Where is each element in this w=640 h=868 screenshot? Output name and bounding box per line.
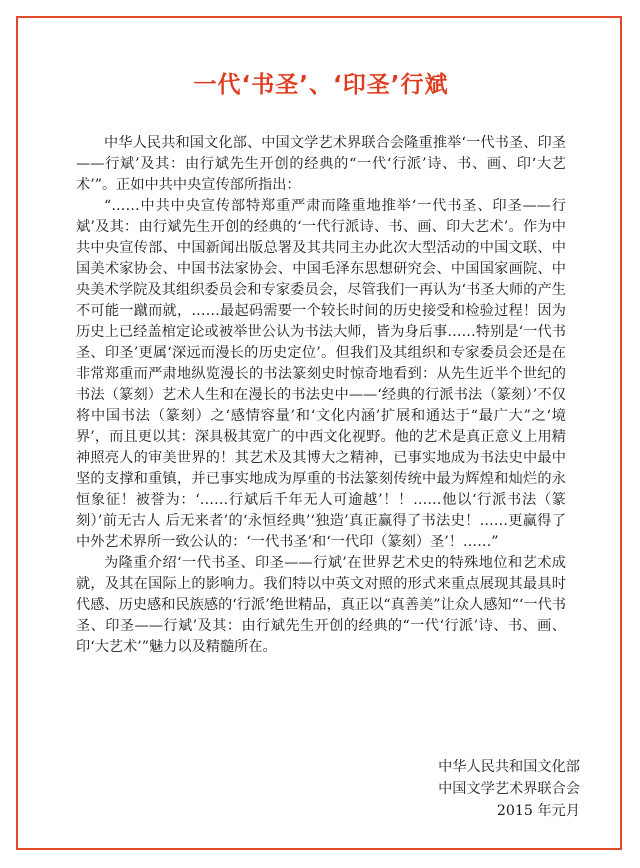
paragraph-intro: 中华人民共和国文化部、中国文学艺术界联合会隆重推举‘一代书圣、印圣——行斌’及其：由行斌先生开创的经典的“一代‘行派’诗、书、画、印‘大艺术’”。正如中共中央宣传部所指出： (76, 135, 566, 193)
signature-org-federation: 中国文学艺术界联合会 (438, 781, 580, 797)
document-page (16, 16, 622, 850)
signature-block (438, 756, 580, 822)
paragraph-closing: 为隆重介绍‘一代书圣、印圣——行斌’在世界艺术史的特殊地位和艺术成就，及其在国际上的影响力。我们特以中英文对照的形式来重点展现其最具时代感、历史感和民族感的‘行派’绝世精品，真正以“真善美”让众人感知“‘一代书圣、印圣——行斌’及其：由行斌先生开创的经典的“一代‘行派’诗、书、画、印‘大艺术’”魅力以及精髓所在。 (76, 555, 566, 655)
document-title: 一代‘书圣’、‘印圣’行斌 (193, 72, 449, 98)
document-body (76, 133, 566, 658)
signature-org-ministry: 中华人民共和国文化部 (438, 759, 580, 775)
paragraph-quote: “……中共中央宣传部特郑重严肃而隆重地推举‘一代书圣、印圣——行斌’及其：由行斌先生开创的经典的‘一代行派诗、书、画、印大艺术’。作为中共中央宣传部、中国新闻出版总署及其共同主办此次大型活动的中国文联、中国美术家协会、中国书法家协会、中国毛泽东思想研究会、中国国家画院、中央美术学院及其组织委员会和专家委员会，尽管我们一再认为‘书圣大师的产生不可能一蹴而就，……最起码需要一个较长时间的历史接受和检验过程！因为历史上已经盖棺定论或被举世公认为书法大师，皆为身后事……特别是‘一代书圣、印圣’更属‘深远而漫长的历史定位’。但我们及其组织和专家委员会还是在非常郑重而严肃地纵览漫长的书法篆刻史时惊奇地看到：从先生近半个世纪的书法（篆刻）艺术人生和在漫长的书法史中——‘经典的行派书法（篆刻）’不仅将中国书法（篆刻）之‘感情容量’和‘文化内涵’扩展和通达于“最广大”之‘境界’，而且更以其：深具极其宽广的中西文化视野。他的艺术是真正意义上用精神照亮人的审美世界的！其艺术及其博大之精神，已事实地成为书法史中最中坚的支撑和重镇，并已事实地成为厚重的书法篆刻传统中最为辉煌和灿烂的永恒象征！被誉为：‘……行斌后千年无人可逾越’！！……他以‘行派书法（篆刻）’前无古人 后无来者’的‘永恒经典’‘独造’真正赢得了书法史！……更赢得了中外艺术界所一致公认的：‘一代书圣’和‘一代印（篆刻）圣’！……” (76, 198, 566, 550)
signature-date: 2015 年元月 (496, 803, 580, 819)
